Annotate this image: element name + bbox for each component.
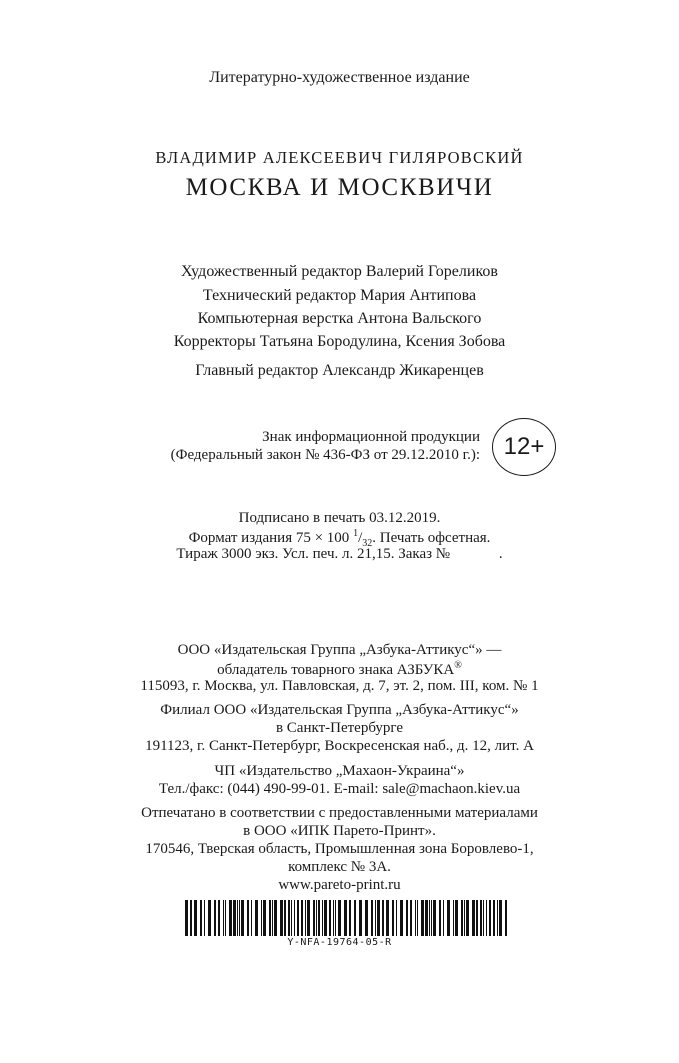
printer-website: www.pareto-print.ru	[278, 877, 401, 893]
barcode-bar	[272, 900, 273, 936]
print-signed: Подписано в печать 03.12.2019.	[238, 510, 441, 526]
branch-line: Филиал ООО «Издательская Группа „Азбука-Аттикус“»	[160, 702, 519, 718]
barcode-bar	[431, 900, 432, 936]
barcode-bar	[377, 900, 380, 936]
barcode-bar	[194, 900, 197, 936]
barcode-bar	[237, 900, 238, 936]
branch-city: в Санкт-Петербурге	[275, 720, 404, 736]
author-name: ВЛАДИМИР АЛЕКСЕЕВИЧ ГИЛЯРОВСКИЙ	[155, 148, 524, 167]
barcode-bar	[225, 900, 226, 936]
barcode-bar	[455, 900, 458, 936]
barcode-bar	[396, 900, 397, 936]
barcode-bar	[274, 900, 277, 936]
barcode-bar	[505, 900, 507, 936]
barcode-bar	[425, 900, 428, 936]
trademark-symbol: ®	[454, 660, 462, 671]
barcode-bar	[239, 900, 240, 936]
publisher-line: ООО «Издательская Группа „Азбука-Аттикус“» —	[177, 642, 502, 658]
barcode-bar	[294, 900, 295, 936]
barcode-bar	[382, 900, 384, 936]
printer-name: в ООО «ИПК Парето-Принт».	[243, 823, 436, 839]
barcode-bar	[461, 900, 463, 936]
barcode-bar	[386, 900, 389, 936]
barcode-bar	[291, 900, 292, 936]
barcode	[185, 900, 510, 936]
barcode-bar	[472, 900, 475, 936]
barcode-bar	[483, 900, 484, 936]
barcode-bar	[365, 900, 368, 936]
barcode-bar	[410, 900, 412, 936]
age-rating-badge: 12+	[492, 418, 556, 476]
format-numerator: 1	[353, 528, 359, 539]
barcode-bar	[433, 900, 436, 936]
branch-address: 191123, г. Санкт-Петербург, Воскресенская наб., д. 12, лит. А	[145, 738, 534, 754]
barcode-bar	[208, 900, 211, 936]
barcode-bar	[375, 900, 376, 936]
barcode-bar	[297, 900, 299, 936]
barcode-bar	[421, 900, 424, 936]
printer-line: Отпечатано в соответствии с предоставленными материалами	[141, 805, 538, 821]
barcode-bar	[392, 900, 394, 936]
barcode-bar	[204, 900, 205, 936]
barcode-bar	[233, 900, 236, 936]
barcode-bar	[263, 900, 266, 936]
info-sign-law: (Федеральный закон № 436-ФЗ от 29.12.2010 г.):	[170, 447, 480, 463]
barcode-bar	[489, 900, 491, 936]
credit-proofreaders: Корректоры Татьяна Бородулина, Ксения Зобова	[173, 333, 506, 350]
barcode-bar	[338, 900, 341, 936]
barcode-bar	[359, 900, 362, 936]
credit-chief-editor: Главный редактор Александр Жикаренцев	[195, 362, 484, 379]
barcode-bar	[464, 900, 465, 936]
trademark-text: обладатель товарного знака АЗБУКА	[217, 662, 455, 678]
print-format: Формат издания 75 × 100 $^1/_{32}$. Печать офсетная.	[188, 528, 491, 549]
barcode-bar	[349, 900, 351, 936]
barcode-bar	[417, 900, 418, 936]
barcode-bar	[247, 900, 249, 936]
barcode-bar	[261, 900, 262, 936]
printer-complex: комплекс № 3А.	[288, 859, 391, 875]
info-sign-label: Знак информационной продукции	[262, 429, 480, 445]
barcode-bar	[480, 900, 482, 936]
barcode-bar	[288, 900, 290, 936]
barcode-bar	[324, 900, 327, 936]
barcode-bar	[329, 900, 331, 936]
barcode-bar	[229, 900, 232, 936]
print-circulation: Тираж 3000 экз. Усл. печ. л. 21,15. Заказ № .	[176, 546, 503, 562]
barcode-bar	[406, 900, 408, 936]
publisher-trademark	[0, 660, 679, 679]
barcode-bar	[214, 900, 216, 936]
barcode-bar	[316, 900, 317, 936]
barcode-bar	[307, 900, 310, 936]
ukraine-publisher: ЧП «Издательство „Махаон-Украина“»	[214, 763, 465, 779]
barcode-bar	[269, 900, 271, 936]
edition-type: Литературно-художественное издание	[209, 69, 470, 86]
barcode-bar	[354, 900, 356, 936]
barcode-bar	[371, 900, 373, 936]
barcode-bar	[486, 900, 487, 936]
barcode-bar	[443, 900, 444, 936]
printer-address: 170546, Тверская область, Промышленная зона Боровлево-1,	[145, 841, 534, 857]
barcode-bar	[497, 900, 498, 936]
barcode-bar	[241, 900, 244, 936]
ukraine-contacts: Тел./факс: (044) 490-99-01. E-mail: sale@machaon.kiev.ua	[158, 781, 521, 797]
barcode-bar	[499, 900, 502, 936]
barcode-bar	[493, 900, 495, 936]
book-title: МОСКВА И МОСКВИЧИ	[185, 174, 494, 201]
barcode-bar	[313, 900, 315, 936]
barcode-bar	[255, 900, 258, 936]
barcode-bar	[190, 900, 192, 936]
barcode-bar	[218, 900, 220, 936]
barcode-bar	[322, 900, 323, 936]
barcode-bar	[447, 900, 450, 936]
publisher-address: 115093, г. Москва, ул. Павловская, д. 7, эт. 2, пом. III, ком. № 1	[140, 678, 539, 694]
barcode-bar	[200, 900, 202, 936]
print-format-prefix: Формат издания 75 × 100	[188, 530, 354, 546]
barcode-bar	[223, 900, 224, 936]
format-denominator: 32	[362, 538, 373, 549]
barcode-bar	[335, 900, 336, 936]
barcode-bar	[400, 900, 403, 936]
barcode-bar	[453, 900, 454, 936]
barcode-bar	[284, 900, 286, 936]
barcode-bar	[476, 900, 478, 936]
barcode-bar	[415, 900, 416, 936]
print-format-suffix: . Печать офсетная.	[372, 530, 491, 546]
barcode-bar	[429, 900, 430, 936]
barcode-label: Y-NFA-19764-05-R	[287, 937, 392, 948]
credit-art-editor: Художественный редактор Валерий Гореликов	[181, 263, 498, 280]
barcode-bar	[466, 900, 469, 936]
barcode-bar	[344, 900, 347, 936]
barcode-bar	[301, 900, 303, 936]
barcode-bar	[439, 900, 441, 936]
barcode-bar	[333, 900, 334, 936]
barcode-bar	[280, 900, 283, 936]
credit-tech-editor: Технический редактор Мария Антипова	[202, 287, 477, 304]
barcode-bar	[305, 900, 306, 936]
barcode-bar	[251, 900, 252, 936]
credit-layout: Компьютерная верстка Антона Вальского	[197, 310, 482, 327]
barcode-bar	[185, 900, 188, 936]
barcode-bar	[318, 900, 320, 936]
